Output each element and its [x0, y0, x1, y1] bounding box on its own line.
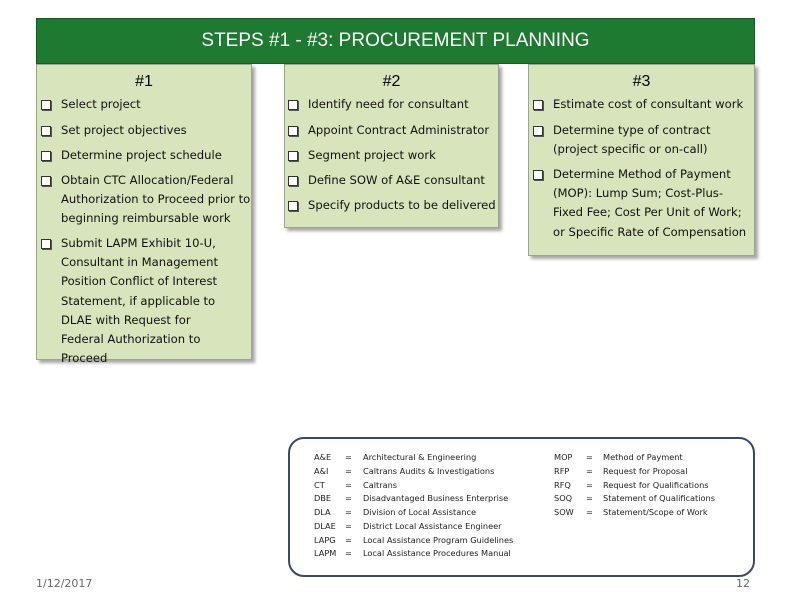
legend-equals: =: [345, 466, 352, 476]
legend-meaning: Local Assistance Procedures Manual: [363, 548, 511, 558]
step-3-header: #3: [632, 73, 651, 90]
legend-equals: =: [345, 521, 352, 531]
legend-meaning: Request for Qualifications: [603, 480, 709, 490]
step-2-header: #2: [382, 73, 401, 90]
checkbox-bullet-icon: [288, 100, 298, 110]
legend-abbr: CT: [314, 480, 325, 490]
checkbox-bullet-icon: [41, 126, 51, 136]
checkbox-bullet-icon: [288, 126, 298, 136]
step-2-item: Segment project work: [286, 146, 498, 165]
legend-equals: =: [345, 452, 352, 462]
checkbox-bullet-icon: [41, 239, 51, 249]
legend-abbr: A&E: [314, 452, 332, 462]
checkbox-bullet-icon: [533, 100, 543, 110]
legend-meaning: Caltrans: [363, 480, 398, 490]
legend-meaning: Method of Payment: [603, 452, 683, 462]
step-1-item: Submit LAPM Exhibit 10-U, Consultant in Management Position Conflict of Interest Statement, if applicable to DLAE with Request for Federal Authorization to Proceed: [39, 234, 229, 368]
legend-meaning: Statement of Qualifications: [603, 493, 716, 503]
legend-abbr: LAPM: [314, 548, 337, 558]
legend-equals: =: [345, 493, 352, 503]
checkbox-bullet-icon: [41, 151, 51, 161]
step-2-item: Define SOW of A&E consultant: [286, 171, 498, 190]
step-2-item: Specify products to be delivered: [286, 196, 498, 215]
legend-equals: =: [586, 507, 593, 517]
step-2-item: Identify need for consultant: [286, 95, 498, 114]
step-3-item: Determine type of contract (project specific or on-call): [531, 121, 731, 159]
step-2-item: Appoint Contract Administrator: [286, 121, 498, 140]
step-3-item: Estimate cost of consultant work: [531, 95, 753, 114]
checkbox-bullet-icon: [533, 126, 543, 136]
checkbox-bullet-icon: [288, 201, 298, 211]
legend-equals: =: [345, 480, 352, 490]
legend-meaning: Request for Proposal: [603, 466, 688, 476]
legend-equals: =: [586, 493, 593, 503]
step-1-item: Set project objectives: [39, 121, 251, 140]
legend-abbr: SOW: [554, 507, 574, 517]
legend-equals: =: [345, 548, 352, 558]
legend-meaning: District Local Assistance Engineer: [363, 521, 502, 531]
legend-abbr: DLA: [314, 507, 331, 517]
legend-equals: =: [586, 452, 593, 462]
legend-abbr: DLAE: [314, 521, 336, 531]
slide-title: STEPS #1 - #3: PROCUREMENT PLANNING: [36, 18, 755, 64]
checkbox-bullet-icon: [288, 151, 298, 161]
legend-abbr: RFQ: [554, 480, 571, 490]
legend-equals: =: [345, 507, 352, 517]
legend-abbr: LAPG: [314, 535, 336, 545]
legend-abbr: DBE: [314, 493, 332, 503]
checkbox-bullet-icon: [41, 176, 51, 186]
legend-meaning: Disadvantaged Business Enterprise: [363, 493, 509, 503]
slide-page-number: 12: [736, 577, 750, 590]
legend-meaning: Statement/Scope of Work: [603, 507, 708, 517]
legend-abbr: MOP: [554, 452, 573, 462]
legend-meaning: Division of Local Assistance: [363, 507, 476, 517]
checkbox-bullet-icon: [533, 170, 543, 180]
legend-equals: =: [586, 466, 593, 476]
step-1-item: Determine project schedule: [39, 146, 251, 165]
legend-equals: =: [345, 535, 352, 545]
legend-equals: =: [586, 480, 593, 490]
legend-meaning: Architectural & Engineering: [363, 452, 477, 462]
legend-meaning: Local Assistance Program Guidelines: [363, 535, 514, 545]
legend-abbr: RFP: [554, 466, 570, 476]
checkbox-bullet-icon: [41, 100, 51, 110]
legend-abbr: SOQ: [554, 493, 573, 503]
step-3-item: Determine Method of Payment (MOP): Lump Sum; Cost-Plus-Fixed Fee; Cost Per Unit of Work; or Specific Rate of Compensation: [531, 165, 753, 242]
legend-meaning: Caltrans Audits & Investigations: [363, 466, 495, 476]
step-1-header: #1: [135, 73, 153, 90]
checkbox-bullet-icon: [288, 176, 298, 186]
legend-abbr: A&I: [314, 466, 329, 476]
slide-date: 1/12/2017: [36, 577, 93, 590]
step-1-item: Select project: [39, 95, 251, 114]
step-1-item: Obtain CTC Allocation/Federal Authorization to Proceed prior to beginning reimbursable work: [39, 171, 251, 229]
